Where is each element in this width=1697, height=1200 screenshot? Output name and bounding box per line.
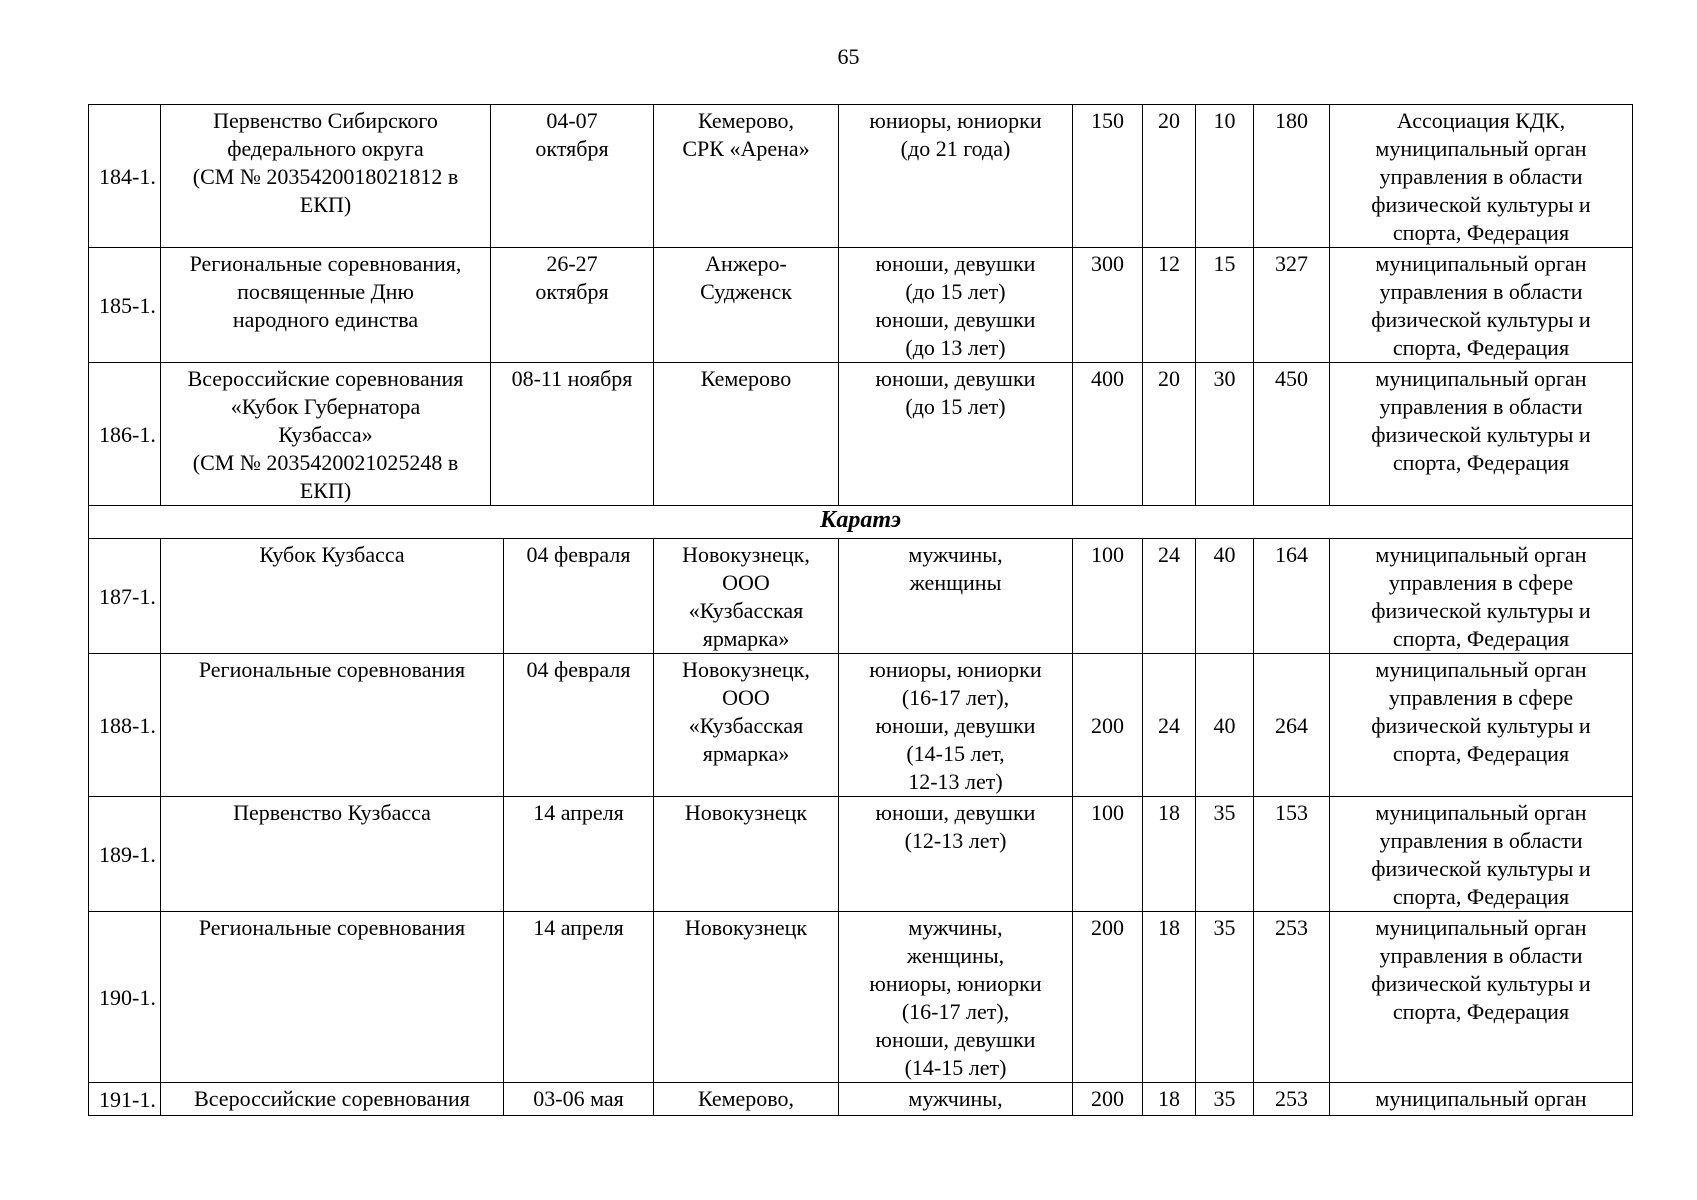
text-line: муниципальный орган [1375, 542, 1587, 567]
text-line: (14-15 лет) [904, 1055, 1007, 1080]
text-line: юноши, девушки [875, 800, 1036, 825]
place-cell [654, 105, 839, 248]
text-line: спорта, Федерация [1392, 999, 1570, 1024]
text-line: ярмарка» [702, 741, 790, 766]
text-line: (СМ № 2035420018021812 в [192, 164, 459, 189]
text-line: «Кузбасская [688, 713, 804, 738]
text-line: управления в области [1379, 828, 1583, 853]
text-line: Региональные соревнования, [189, 251, 462, 276]
text-line: (до 15 лет) [905, 394, 1006, 419]
event-name-cell [161, 912, 504, 1083]
text-line: муниципальный орган [1375, 800, 1587, 825]
table-row [89, 363, 1633, 506]
count-officials-cell: 18 [1143, 1083, 1196, 1116]
count-officials-cell: 24 [1143, 539, 1196, 654]
count-referees-cell: 30 [1196, 363, 1254, 506]
text-line: 26-27 [546, 251, 598, 276]
row-number: 184-1. [89, 105, 161, 248]
event-name-cell [161, 363, 491, 506]
place-cell [654, 654, 839, 797]
date-cell [504, 912, 654, 1083]
total-cell: 153 [1254, 797, 1330, 912]
text-line: муниципальный орган [1375, 366, 1587, 391]
text-line: 08-11 ноября [511, 366, 633, 391]
text-line: управления в области [1379, 279, 1583, 304]
row-number: 189-1. [89, 797, 161, 912]
count-participants-cell: 300 [1073, 248, 1143, 363]
date-cell [504, 797, 654, 912]
date-cell [491, 248, 654, 363]
participants-cell [839, 248, 1073, 363]
row-number: 187-1. [89, 539, 161, 654]
text-line: октября [535, 136, 609, 161]
event-name-cell [161, 654, 504, 797]
count-referees-cell: 15 [1196, 248, 1254, 363]
text-line: Кузбасса» [278, 422, 373, 447]
count-referees-cell: 40 [1196, 654, 1254, 797]
text-line: физической культуры и [1371, 598, 1591, 623]
organizer-cell [1330, 654, 1633, 797]
count-officials-cell: 20 [1143, 105, 1196, 248]
text-line: спорта, Федерация [1392, 335, 1570, 360]
text-line: 03-06 мая [533, 1086, 624, 1111]
organizer-cell [1330, 1083, 1633, 1116]
table-row [89, 105, 1633, 248]
table-row [89, 797, 1633, 912]
text-line: (до 13 лет) [905, 335, 1006, 360]
place-cell [654, 797, 839, 912]
event-name-cell [161, 248, 491, 363]
count-officials-cell: 20 [1143, 363, 1196, 506]
date-cell [491, 105, 654, 248]
text-line: физической культуры и [1371, 971, 1591, 996]
text-line: «Кубок Губернатора [230, 394, 421, 419]
text-line: женщины, [906, 943, 1005, 968]
text-line: женщины [909, 570, 1002, 595]
text-line: управления в сфере [1388, 570, 1574, 595]
count-officials-cell: 18 [1143, 797, 1196, 912]
text-line: юниоры, юниорки [869, 108, 1042, 133]
total-cell: 253 [1254, 1083, 1330, 1116]
count-participants-cell: 100 [1073, 797, 1143, 912]
text-line: 04-07 [546, 108, 598, 133]
text-line: юноши, девушки [875, 366, 1036, 391]
text-line: спорта, Федерация [1392, 220, 1570, 245]
text-line: юниоры, юниорки [869, 971, 1042, 996]
text-line: Анжеро- [705, 251, 787, 276]
text-line: Первенство Сибирского [213, 108, 438, 133]
text-line: Всероссийские соревнования [194, 1086, 470, 1111]
page-number: 65 [837, 44, 860, 69]
table-row [89, 654, 1633, 797]
total-cell: 264 [1254, 654, 1330, 797]
text-line: 12-13 лет) [908, 769, 1003, 794]
count-participants-cell: 100 [1073, 539, 1143, 654]
text-line: 14 апреля [533, 800, 624, 825]
text-line: посвященные Дню [237, 279, 414, 304]
place-cell [654, 539, 839, 654]
table-row [89, 1083, 1633, 1116]
event-name-cell [161, 797, 504, 912]
text-line: юноши, девушки [875, 307, 1036, 332]
row-number: 185-1. [89, 248, 161, 363]
text-line: юноши, девушки [875, 1027, 1036, 1052]
text-line: Кемерово [700, 366, 792, 391]
text-line: (12-13 лет) [904, 828, 1007, 853]
text-line: мужчины, [908, 1086, 1003, 1111]
section-title: Каратэ [89, 506, 1633, 539]
count-participants-cell: 400 [1073, 363, 1143, 506]
text-line: Новокузнецк, [682, 542, 810, 567]
text-line: Региональные соревнования [198, 657, 466, 682]
participants-cell [839, 797, 1073, 912]
text-line: управления в области [1379, 394, 1583, 419]
text-line: (СМ № 2035420021025248 в [192, 450, 459, 475]
text-line: Кемерово, [697, 1086, 795, 1111]
count-officials-cell: 12 [1143, 248, 1196, 363]
text-line: Новокузнецк [684, 915, 808, 940]
text-line: народного единства [232, 307, 419, 332]
participants-cell [839, 1083, 1073, 1116]
count-participants-cell: 150 [1073, 105, 1143, 248]
text-line: Кемерово, [697, 108, 795, 133]
text-line: 04 февраля [526, 542, 631, 567]
text-line: (до 15 лет) [905, 279, 1006, 304]
organizer-cell [1330, 539, 1633, 654]
text-line: (до 21 года) [900, 136, 1011, 161]
text-line: (14-15 лет, [906, 741, 1005, 766]
text-line: 04 февраля [526, 657, 631, 682]
text-line: физической культуры и [1371, 192, 1591, 217]
organizer-cell [1330, 248, 1633, 363]
count-officials-cell: 18 [1143, 912, 1196, 1083]
text-line: федерального округа [227, 136, 424, 161]
participants-cell [839, 363, 1073, 506]
count-referees-cell: 35 [1196, 797, 1254, 912]
section-row [89, 506, 1633, 539]
text-line: спорта, Федерация [1392, 741, 1570, 766]
text-line: ООО [722, 570, 770, 595]
event-name-cell [161, 105, 491, 248]
participants-cell [839, 539, 1073, 654]
text-line: ЕКП) [299, 478, 352, 503]
count-officials-cell: 24 [1143, 654, 1196, 797]
text-line: (16-17 лет), [901, 999, 1010, 1024]
place-cell [654, 248, 839, 363]
date-cell [504, 1083, 654, 1116]
text-line: муниципальный орган [1375, 915, 1587, 940]
total-cell: 450 [1254, 363, 1330, 506]
row-number: 190-1. [89, 912, 161, 1083]
participants-cell [839, 654, 1073, 797]
text-line: муниципальный орган [1375, 251, 1587, 276]
organizer-cell [1330, 912, 1633, 1083]
total-cell: 327 [1254, 248, 1330, 363]
text-line: Новокузнецк, [682, 657, 810, 682]
row-number: 186-1. [89, 363, 161, 506]
text-line: муниципальный орган [1375, 1086, 1587, 1111]
text-line: ЕКП) [299, 192, 352, 217]
event-name-cell [161, 539, 504, 654]
text-line: юноши, девушки [875, 713, 1036, 738]
text-line: мужчины, [908, 915, 1003, 940]
text-line: спорта, Федерация [1392, 450, 1570, 475]
total-cell: 253 [1254, 912, 1330, 1083]
text-line: Региональные соревнования [198, 915, 466, 940]
count-referees-cell: 35 [1196, 912, 1254, 1083]
total-cell: 180 [1254, 105, 1330, 248]
event-name-cell [161, 1083, 504, 1116]
text-line: Кубок Кузбасса [259, 542, 405, 567]
text-line: октября [535, 279, 609, 304]
text-line: управления в области [1379, 943, 1583, 968]
total-cell: 164 [1254, 539, 1330, 654]
text-line: физической культуры и [1371, 713, 1591, 738]
date-cell [504, 539, 654, 654]
text-line: (16-17 лет), [901, 685, 1010, 710]
participants-cell [839, 105, 1073, 248]
table-row [89, 539, 1633, 654]
text-line: Новокузнецк [684, 800, 808, 825]
count-participants-cell: 200 [1073, 912, 1143, 1083]
text-line: муниципальный орган [1375, 657, 1587, 682]
text-line: мужчины, [908, 542, 1003, 567]
participants-cell [839, 912, 1073, 1083]
table-row [89, 912, 1633, 1083]
text-line: Всероссийские соревнования [187, 366, 464, 391]
text-line: физической культуры и [1371, 856, 1591, 881]
count-referees-cell: 35 [1196, 1083, 1254, 1116]
text-line: управления в сфере [1388, 685, 1574, 710]
text-line: физической культуры и [1371, 307, 1591, 332]
text-line: СРК «Арена» [682, 136, 810, 161]
events-table [88, 104, 1633, 1116]
text-line: ООО [722, 685, 770, 710]
place-cell [654, 363, 839, 506]
organizer-cell [1330, 363, 1633, 506]
text-line: Первенство Кузбасса [233, 800, 431, 825]
text-line: муниципальный орган [1375, 136, 1587, 161]
text-line: спорта, Федерация [1392, 884, 1570, 909]
organizer-cell [1330, 105, 1633, 248]
count-referees-cell: 10 [1196, 105, 1254, 248]
table-row [89, 248, 1633, 363]
text-line: спорта, Федерация [1392, 626, 1570, 651]
text-line: 14 апреля [533, 915, 624, 940]
date-cell [491, 363, 654, 506]
text-line: физической культуры и [1371, 422, 1591, 447]
count-participants-cell: 200 [1073, 1083, 1143, 1116]
place-cell [654, 1083, 839, 1116]
text-line: «Кузбасская [688, 598, 804, 623]
place-cell [654, 912, 839, 1083]
date-cell [504, 654, 654, 797]
text-line: управления в области [1379, 164, 1583, 189]
row-number: 191-1. [89, 1083, 161, 1116]
organizer-cell [1330, 797, 1633, 912]
text-line: юноши, девушки [875, 251, 1036, 276]
count-participants-cell: 200 [1073, 654, 1143, 797]
count-referees-cell: 40 [1196, 539, 1254, 654]
text-line: Ассоциация КДК, [1396, 108, 1566, 133]
text-line: юниоры, юниорки [869, 657, 1042, 682]
text-line: ярмарка» [702, 626, 790, 651]
text-line: Судженск [700, 279, 792, 304]
row-number: 188-1. [89, 654, 161, 797]
